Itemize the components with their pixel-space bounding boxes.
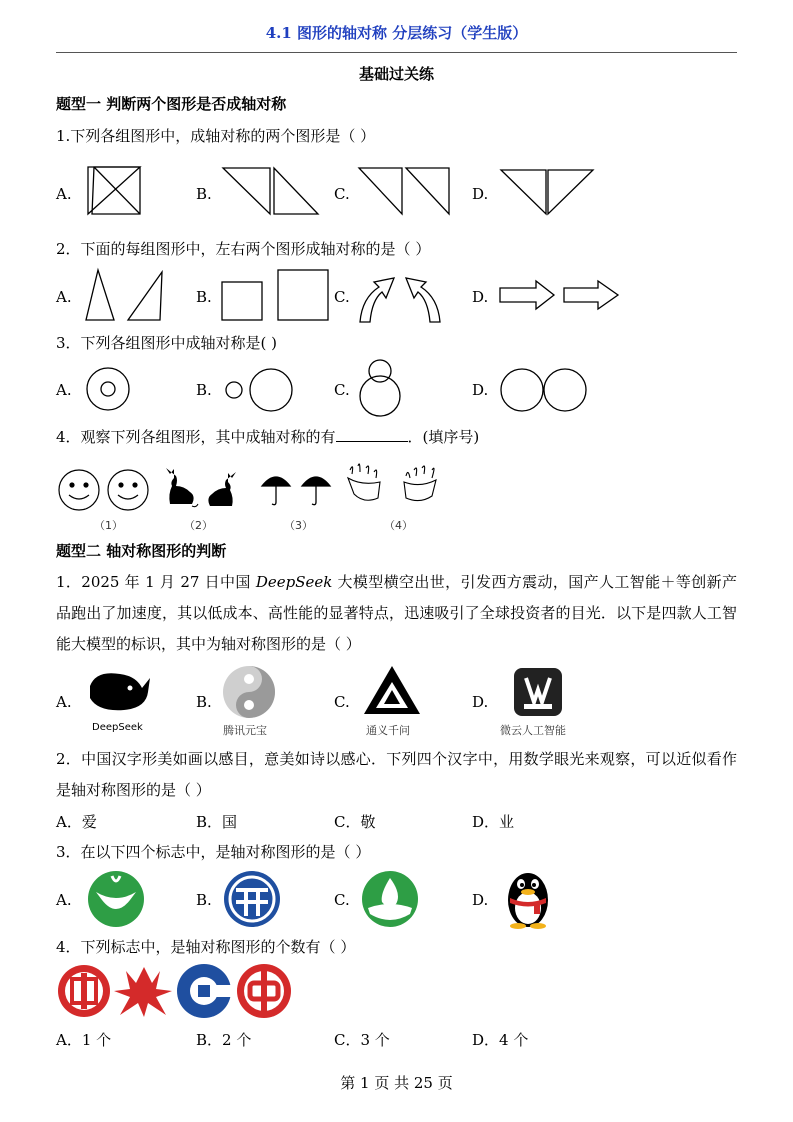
type2-q4-option-b: B．2 个 xyxy=(196,1031,252,1049)
type1-heading: 题型一 判断两个图形是否成轴对称 xyxy=(56,95,287,113)
type1-q3-figure-c xyxy=(356,356,406,420)
type1-q3-figure-b xyxy=(222,366,298,414)
hands-icon xyxy=(344,460,444,510)
water-drop-logo-icon xyxy=(360,870,422,930)
type2-heading: 题型二 轴对称图形的判断 xyxy=(56,542,227,560)
type1-q1-option-b: B. xyxy=(196,185,212,203)
type1-q1-stem: 1.下列各组图形中，成轴对称的两个图形是（ ） xyxy=(56,127,376,145)
tencent-yuanbao-caption: 腾讯元宝 xyxy=(223,724,267,737)
type2-q4-stem: 4．下列标志中，是轴对称图形的个数有（ ） xyxy=(56,938,356,956)
type2-q4-option-c: C．3 个 xyxy=(334,1031,390,1049)
type2-q2-option-b: B．国 xyxy=(196,813,238,831)
type2-q3-option-b: B. xyxy=(196,891,212,909)
type2-q3-option-d: D. xyxy=(472,891,489,909)
blue-rail-logo-icon xyxy=(222,870,284,930)
document-header-title: 4.1 图形的轴对称 分层练习（学生版） xyxy=(265,24,528,42)
type1-q2-stem: 2．下面的每组图形中，左右两个图形成轴对称的是（ ） xyxy=(56,240,431,258)
type1-q1-figure-b xyxy=(222,166,322,218)
section-title: 基础过关练 xyxy=(358,65,434,83)
type1-q3-stem: 3．下列各组图形中成轴对称是( ) xyxy=(56,334,278,352)
type2-q3-option-c: C. xyxy=(334,891,350,909)
umbrellas-icon xyxy=(260,466,340,510)
type1-q1-figure-c xyxy=(358,166,453,218)
type1-q2-option-d: D. xyxy=(472,288,489,306)
type1-q2-figure-a xyxy=(84,268,170,324)
type1-q4-stem xyxy=(56,427,479,447)
type1-q2-option-a: A. xyxy=(56,288,72,306)
type1-q2-figure-d xyxy=(498,280,622,312)
type1-q1-option-d: D. xyxy=(472,185,489,203)
type2-q1-stem-a: 1．2025 年 1 月 27 日中国 xyxy=(56,573,256,591)
type1-q2-option-b: B. xyxy=(196,288,212,306)
qq-penguin-icon xyxy=(500,866,556,930)
type2-q1-stem-b: 大模型横空出世，引发西方震动，国产人工智能＋等创新产品跑出了加速度，其以低成本、高性能的显著特点，迅速吸引了全球投资者的目光．以下是四款人工智能大模型的标识，其中为轴对称图形的是（ ） xyxy=(56,573,737,653)
type2-q2-option-a: A．爱 xyxy=(56,813,97,831)
type1-q2-figure-b xyxy=(220,268,332,324)
weiyun-ai-icon xyxy=(512,666,568,718)
type1-q3-option-d: D. xyxy=(472,381,489,399)
bank-logos-icon xyxy=(56,963,296,1021)
deepseek-whale-icon xyxy=(86,668,154,714)
type2-q2-stem: 2．中国汉字形美如画以感目，意美如诗以感心．下列四个汉字中，用数学眼光来观察，可以近似看作是轴对称图形的是（ ） xyxy=(56,750,737,799)
page-footer: 第 1 页 共 25 页 xyxy=(340,1074,453,1092)
type1-q3-option-b: B. xyxy=(196,381,212,399)
type1-q3-figure-d xyxy=(500,366,590,414)
answer-blank[interactable] xyxy=(336,427,408,442)
header-divider xyxy=(56,52,737,53)
type1-q4-caption-3: （3） xyxy=(284,519,313,532)
type1-q4-caption-4: （4） xyxy=(384,519,413,532)
type1-q3-option-c: C. xyxy=(334,381,350,399)
type1-q4-stem-after: ．(填序号) xyxy=(407,428,480,446)
type2-q2-option-d: D．业 xyxy=(472,813,515,831)
smiley-faces-icon xyxy=(56,466,156,514)
type1-q3-option-a: A. xyxy=(56,381,72,399)
type1-q3-figure-a xyxy=(86,366,134,414)
type1-q2-figure-c xyxy=(356,270,446,326)
type2-q1-stem-em: DeepSeek xyxy=(255,573,333,591)
type2-q1-option-d: D. xyxy=(472,693,489,711)
deepseek-caption: DeepSeek xyxy=(92,722,143,733)
green-food-logo-icon xyxy=(86,870,148,930)
weiyun-ai-caption: 微云人工智能 xyxy=(500,724,566,737)
type1-q4-stem-before: 4．观察下列各组图形，其中成轴对称的有 xyxy=(56,428,336,446)
type2-q3-stem: 3．在以下四个标志中，是轴对称图形的是（ ） xyxy=(56,843,371,861)
black-cats-icon xyxy=(162,466,242,510)
type2-q1-option-c: C. xyxy=(334,693,350,711)
type2-q4-option-a: A．1 个 xyxy=(56,1031,112,1049)
type2-q1-option-a: A. xyxy=(56,693,72,711)
type2-q1-option-b: B. xyxy=(196,693,212,711)
type1-q1-option-c: C. xyxy=(334,185,350,203)
type1-q1-figure-a xyxy=(86,166,146,218)
type2-q4-option-d: D．4 个 xyxy=(472,1031,529,1049)
type1-q2-option-c: C. xyxy=(334,288,350,306)
type1-q4-caption-1: （1） xyxy=(94,519,123,532)
type1-q1-option-a: A. xyxy=(56,185,72,203)
type2-q2-option-c: C．敬 xyxy=(334,813,376,831)
type2-q1-stem xyxy=(56,567,737,660)
type1-q1-figure-d xyxy=(500,166,596,218)
tencent-yuanbao-icon xyxy=(222,666,278,722)
type2-q3-option-a: A. xyxy=(56,891,72,909)
tongyi-qianwen-caption: 通义千问 xyxy=(366,724,410,737)
tongyi-qianwen-icon xyxy=(362,664,424,720)
type1-q4-caption-2: （2） xyxy=(184,519,213,532)
